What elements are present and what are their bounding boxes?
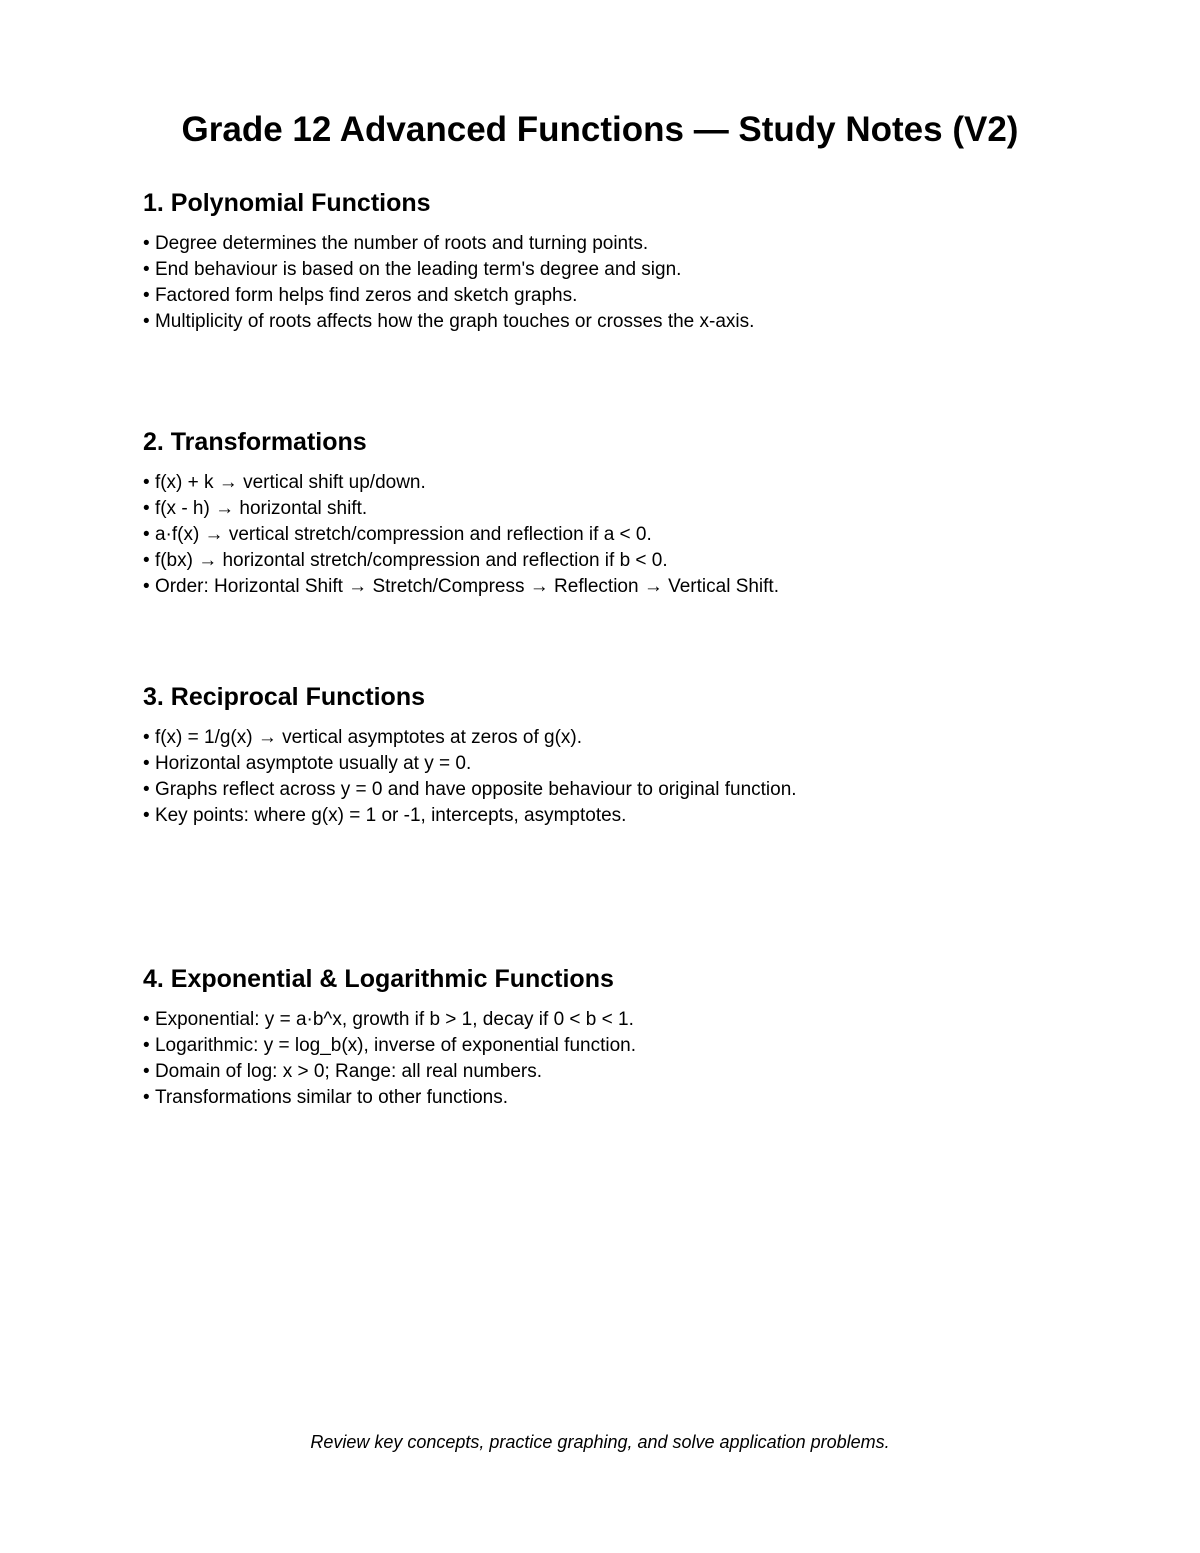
- bullet-list: [143, 231, 1143, 335]
- section-heading: 3. Reciprocal Functions: [143, 683, 426, 711]
- list-item: • f(x - h) → horizontal shift.: [143, 496, 1143, 522]
- list-item: • Key points: where g(x) = 1 or -1, intercepts, asymptotes.: [143, 803, 1143, 829]
- section-heading: 2. Transformations: [143, 428, 367, 456]
- page-title: Grade 12 Advanced Functions — Study Notes (V2): [181, 110, 1019, 149]
- list-item: • a·f(x) → vertical stretch/compression and reflection if a < 0.: [143, 522, 1143, 548]
- section-heading: 1. Polynomial Functions: [143, 189, 431, 217]
- bullet-list: [143, 470, 1143, 600]
- section-exponential-logarithmic-functions: [143, 963, 1143, 1111]
- list-item: • Multiplicity of roots affects how the graph touches or crosses the x-axis.: [143, 309, 1143, 335]
- section-polynomial-functions: [143, 187, 1143, 335]
- list-item: • Order: Horizontal Shift → Stretch/Compress → Reflection → Vertical Shift.: [143, 574, 1143, 600]
- section-reciprocal-functions: [143, 681, 1143, 829]
- list-item: • Graphs reflect across y = 0 and have opposite behaviour to original function.: [143, 777, 1143, 803]
- list-item: • Logarithmic: y = log_b(x), inverse of exponential function.: [143, 1033, 1143, 1059]
- section-heading: 4. Exponential & Logarithmic Functions: [143, 965, 614, 993]
- section-transformations: [143, 426, 1143, 600]
- list-item: • Transformations similar to other functions.: [143, 1085, 1143, 1111]
- bullet-list: [143, 725, 1143, 829]
- list-item: • Factored form helps find zeros and sketch graphs.: [143, 283, 1143, 309]
- list-item: • Exponential: y = a·b^x, growth if b > 1, decay if 0 < b < 1.: [143, 1007, 1143, 1033]
- list-item: • Domain of log: x > 0; Range: all real numbers.: [143, 1059, 1143, 1085]
- footer-note: Review key concepts, practice graphing, and solve application problems.: [310, 1432, 890, 1452]
- list-item: • f(x) = 1/g(x) → vertical asymptotes at zeros of g(x).: [143, 725, 1143, 751]
- list-item: • f(bx) → horizontal stretch/compression and reflection if b < 0.: [143, 548, 1143, 574]
- list-item: • f(x) + k → vertical shift up/down.: [143, 470, 1143, 496]
- list-item: • Degree determines the number of roots and turning points.: [143, 231, 1143, 257]
- list-item: • Horizontal asymptote usually at y = 0.: [143, 751, 1143, 777]
- list-item: • End behaviour is based on the leading term's degree and sign.: [143, 257, 1143, 283]
- bullet-list: [143, 1007, 1143, 1111]
